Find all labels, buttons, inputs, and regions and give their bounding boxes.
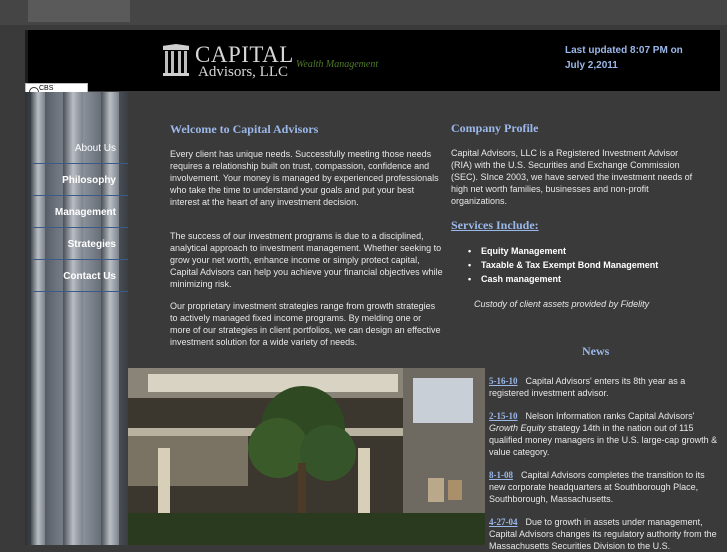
nav-strategies[interactable]: Strategies — [33, 229, 128, 260]
logo-name: CAPITAL — [195, 42, 294, 67]
service-item: • Taxable & Tax Exempt Bond Management — [468, 260, 658, 270]
news-heading: News — [582, 344, 610, 358]
nav-about-us[interactable]: About Us — [33, 133, 128, 164]
welcome-heading: Welcome to Capital Advisors — [170, 122, 319, 136]
company-profile-text: Capital Advisors, LLC is a Registered Investment Advisor (RIA) with the U.S. Securities and Exchange Commission (SEC). SInce 2003, we have served the investment needs of high net worth families, businesses and non-profit organizations. — [451, 148, 693, 206]
columns-emblem-icon — [162, 44, 190, 78]
company-profile-heading: Company Profile — [451, 121, 539, 135]
news-text: Nelson Information ranks Capital Advisors' — [525, 411, 695, 421]
news-item — [489, 375, 719, 399]
news-date-link[interactable]: 5-16-10 — [489, 376, 518, 386]
news-date-link[interactable]: 2-15-10 — [489, 411, 518, 421]
welcome-paragraph-3: Our proprietary investment strategies range from growth strategies to actively managed fixed income programs. By melding one or more of our strategies in client portfolios, we can design an effective investment solution for a wide variety of needs. — [170, 301, 441, 347]
lobby-illustration — [128, 368, 485, 545]
top-tab — [28, 0, 130, 22]
welcome-paragraph-2: The success of our investment programs is due to a disciplined, analytical approach to investment management. Whether seeking to grow your net worth, enhance income or simply protect capital, Capital Advisors can help you achieve your financial objectives while minimizing risk. — [170, 231, 443, 289]
tagline: Wealth Management — [296, 59, 379, 70]
news-item — [489, 469, 719, 505]
news-date-link[interactable]: 4-27-04 — [489, 517, 518, 527]
news-date-link[interactable]: 8-1-08 — [489, 470, 513, 480]
news-text-emphasis: Growth Equity — [489, 423, 546, 433]
nav-management[interactable]: Management — [33, 197, 128, 228]
news-text: Capital Advisors completes the transition to its new corporate headquarters at Southborough Place, Southborough, Massachusetts. — [489, 470, 705, 504]
sidebar — [25, 92, 128, 545]
nav-philosophy[interactable]: Philosophy — [33, 165, 128, 196]
news-text: Capital Advisors' enters its 8th year as a registered investment advisor. — [489, 376, 686, 398]
nav-contact-us[interactable]: Contact Us — [33, 261, 128, 292]
services-heading[interactable]: Services Include: — [451, 218, 539, 232]
logo[interactable] — [162, 44, 292, 80]
news-item — [489, 516, 719, 552]
last-updated: Last updated 8:07 PM on July 2,2011 — [565, 45, 683, 71]
news-text: strategy 14th in the nation out of 115 qualified money managers in the U.S. large-cap growth & value category. — [489, 423, 718, 457]
logo-subname: Advisors, LLC — [198, 64, 288, 80]
marketwatch-line1: CBS — [39, 85, 54, 92]
office-lobby-photo — [128, 368, 485, 545]
service-item: • Cash management — [468, 274, 561, 284]
service-item: • Equity Management — [468, 246, 566, 256]
custody-note: Custody of client assets provided by Fidelity — [474, 299, 650, 309]
welcome-paragraph-1: Every client has unique needs. Successfully meeting those needs requires a relationship built on trust, compassion, confidence and involvement. Your money is managed by experienced professionals who take the time to understand your goals and put your best interest at the heart of any investment decision. — [170, 149, 439, 207]
news-item — [489, 410, 719, 458]
news-text: Due to growth in assets under management, Capital Advisors changes its regulatory authority from the Massachusetts Securities Division to the U.S. — [489, 517, 717, 551]
